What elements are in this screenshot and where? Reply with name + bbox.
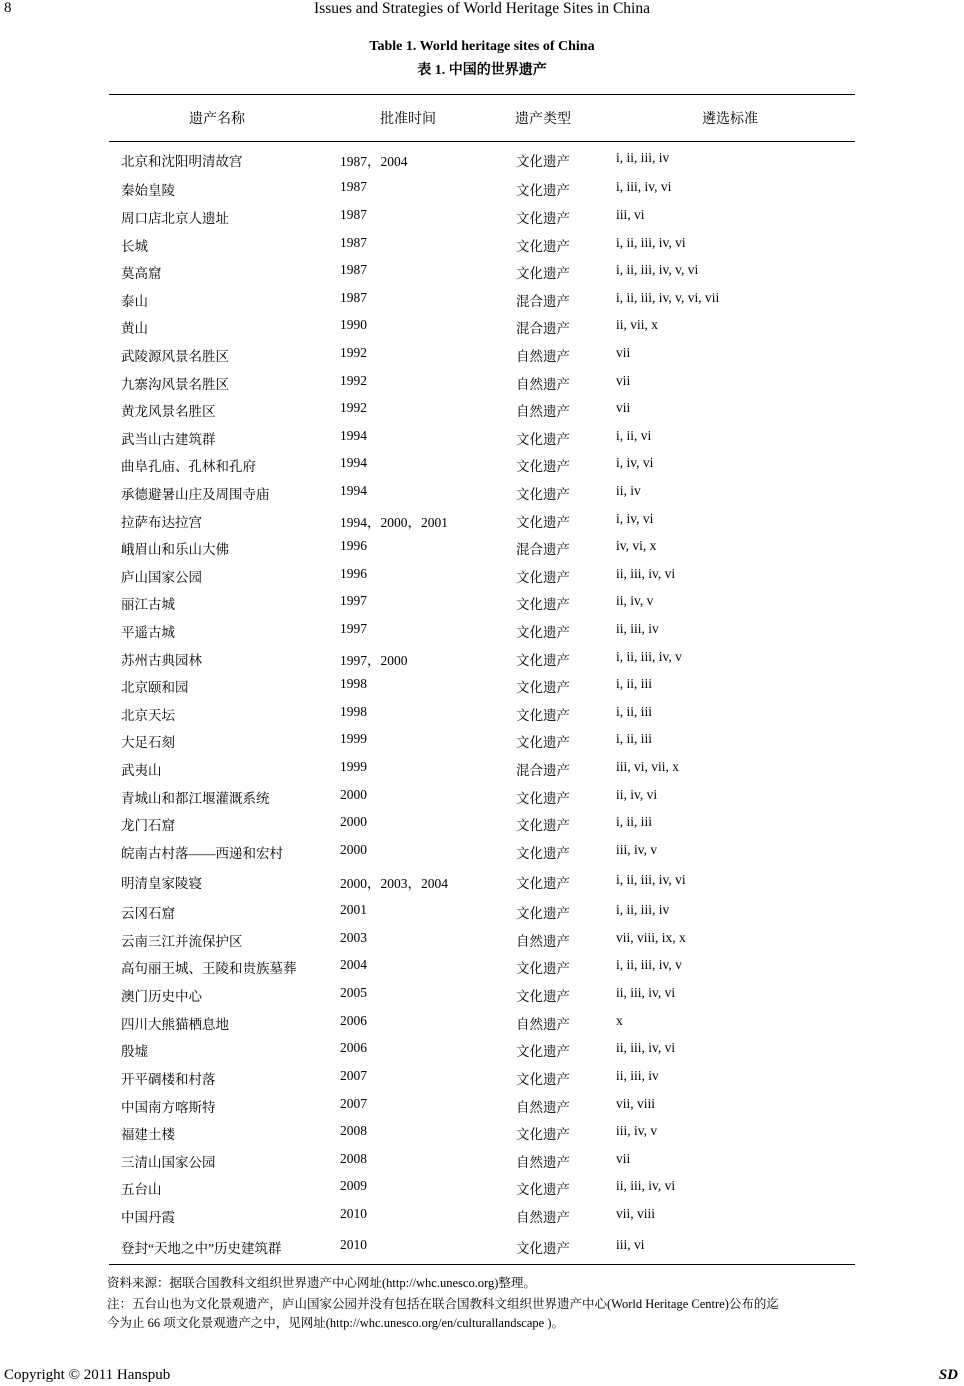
cell-criteria: i, ii, iii, iv	[616, 902, 670, 917]
cell-heritage-type: 文化遗产	[516, 708, 570, 723]
cell-inscription-year: 2004	[340, 957, 367, 972]
cell-criteria: ii, iii, iv, vi	[616, 566, 676, 581]
table-caption-en: Table 1. World heritage sites of China	[369, 39, 595, 54]
table-row	[0, 566, 964, 586]
cell-inscription-year: 2009	[340, 1178, 367, 1193]
cell-heritage-type: 混合遗产	[516, 321, 570, 336]
cell-heritage-type: 混合遗产	[516, 763, 570, 778]
cell-heritage-type: 文化遗产	[516, 239, 570, 254]
cell-site-name: 九寨沟风景名胜区	[121, 377, 229, 392]
cell-site-name: 云南三江并流保护区	[121, 934, 243, 949]
cell-inscription-year: 1992	[340, 373, 367, 388]
table-row	[0, 317, 964, 337]
cell-inscription-year: 2003	[340, 930, 367, 945]
cell-heritage-type: 文化遗产	[516, 459, 570, 474]
cell-site-name: 云冈石窟	[121, 906, 175, 921]
cell-criteria: i, iii, iv, vi	[616, 179, 672, 194]
table-note-line-2: 今为止 66 项文化景观遗产之中，见网址(http://whc.unesco.org/en/culturallandscape )。	[107, 1316, 564, 1330]
cell-site-name: 黄山	[121, 321, 148, 336]
cell-criteria: ii, vii, x	[616, 317, 659, 332]
cell-inscription-year: 1992	[340, 345, 367, 360]
cell-site-name: 庐山国家公园	[121, 570, 202, 585]
cell-heritage-type: 文化遗产	[516, 989, 570, 1004]
cell-inscription-year: 1998	[340, 704, 367, 719]
cell-site-name: 武当山古建筑群	[121, 432, 216, 447]
table-row	[0, 345, 964, 365]
cell-site-name: 峨眉山和乐山大佛	[121, 542, 229, 557]
cell-inscription-year: 1987	[340, 290, 367, 305]
column-header-type: 遗产类型	[515, 112, 571, 127]
table-row	[0, 759, 964, 779]
cell-criteria: i, ii, iii	[616, 731, 653, 746]
cell-criteria: i, ii, iii	[616, 676, 653, 691]
cell-inscription-year: 2007	[340, 1096, 367, 1111]
cell-heritage-type: 文化遗产	[516, 961, 570, 976]
cell-criteria: iv, vi, x	[616, 538, 657, 553]
cell-site-name: 皖南古村落——西递和宏村	[121, 846, 283, 861]
cell-site-name: 福建土楼	[121, 1127, 175, 1142]
column-header-criteria: 遴选标准	[702, 112, 758, 127]
cell-criteria: vii, viii	[616, 1096, 656, 1111]
cell-criteria: ii, iv, v	[616, 593, 654, 608]
table-row	[0, 930, 964, 950]
cell-site-name: 澳门历史中心	[121, 989, 202, 1004]
cell-site-name: 中国南方喀斯特	[121, 1100, 216, 1115]
cell-inscription-year: 1997	[340, 593, 367, 608]
cell-site-name: 北京颐和园	[121, 680, 189, 695]
cell-inscription-year: 1994	[340, 428, 367, 443]
table-top-rule	[109, 94, 855, 95]
cell-criteria: iii, vi, vii, x	[616, 759, 680, 774]
cell-criteria: i, ii, iii, iv, vi	[616, 235, 686, 250]
cell-inscription-year: 1994，2000，2001	[340, 515, 448, 530]
table-row	[0, 179, 964, 199]
cell-criteria: i, ii, vi	[616, 428, 652, 443]
table-row	[0, 731, 964, 751]
cell-criteria: ii, iii, iv	[616, 621, 659, 636]
cell-inscription-year: 1997，2000	[340, 653, 408, 668]
cell-inscription-year: 2000	[340, 787, 367, 802]
cell-heritage-type: 自然遗产	[516, 934, 570, 949]
cell-heritage-type: 文化遗产	[516, 597, 570, 612]
cell-criteria: i, ii, iii	[616, 814, 653, 829]
table-row	[0, 704, 964, 724]
cell-inscription-year: 1992	[340, 400, 367, 415]
cell-inscription-year: 2001	[340, 902, 367, 917]
cell-heritage-type: 文化遗产	[516, 625, 570, 640]
cell-heritage-type: 自然遗产	[516, 1100, 570, 1115]
cell-site-name: 莫高窟	[121, 266, 162, 281]
cell-inscription-year: 1994	[340, 483, 367, 498]
table-row	[0, 1178, 964, 1198]
table-row	[0, 957, 964, 977]
cell-inscription-year: 1998	[340, 676, 367, 691]
cell-criteria: i, ii, iii, iv	[616, 150, 670, 165]
cell-criteria: i, ii, iii	[616, 704, 653, 719]
table-row	[0, 538, 964, 558]
cell-heritage-type: 自然遗产	[516, 404, 570, 419]
journal-abbreviation: SD	[938, 1367, 958, 1383]
cell-site-name: 苏州古典园林	[121, 653, 202, 668]
table-row	[0, 593, 964, 613]
copyright-footer: Copyright © 2011 Hanspub	[4, 1367, 171, 1383]
table-row	[0, 207, 964, 227]
cell-heritage-type: 文化遗产	[516, 1127, 570, 1142]
cell-heritage-type: 文化遗产	[516, 266, 570, 281]
cell-inscription-year: 2006	[340, 1013, 367, 1028]
cell-site-name: 曲阜孔庙、孔林和孔府	[121, 459, 256, 474]
table-row	[0, 842, 964, 862]
cell-inscription-year: 2007	[340, 1068, 367, 1083]
cell-site-name: 四川大熊猫栖息地	[121, 1017, 229, 1032]
cell-heritage-type: 文化遗产	[516, 154, 570, 169]
table-row	[0, 872, 964, 892]
cell-criteria: i, ii, iii, iv, v	[616, 957, 682, 972]
table-source-note: 资料来源：据联合国教科文组织世界遗产中心网址(http://whc.unesco.org)整理。	[107, 1276, 536, 1290]
cell-criteria: vii, viii	[616, 1206, 656, 1221]
cell-criteria: i, ii, iii, iv, v, vi, vii	[616, 290, 720, 305]
cell-site-name: 承德避暑山庄及周围寺庙	[121, 487, 270, 502]
table-row	[0, 621, 964, 641]
table-note-line-1: 注：五台山也为文化景观遗产，庐山国家公园并没有包括在联合国教科文组织世界遗产中心(World Heritage Centre)公布的迄	[107, 1297, 779, 1311]
cell-inscription-year: 1987	[340, 207, 367, 222]
cell-criteria: vii	[616, 345, 631, 360]
cell-criteria: vii	[616, 1151, 631, 1166]
cell-site-name: 殷墟	[121, 1044, 148, 1059]
cell-site-name: 明清皇家陵寝	[121, 876, 202, 891]
cell-criteria: x	[616, 1013, 623, 1028]
table-caption-zh: 表 1. 中国的世界遗产	[417, 63, 547, 78]
cell-site-name: 北京和沈阳明清故宫	[121, 154, 243, 169]
column-header-year: 批准时间	[380, 112, 436, 127]
cell-inscription-year: 1999	[340, 759, 367, 774]
cell-criteria: ii, iv, vi	[616, 787, 658, 802]
table-row	[0, 676, 964, 696]
table-row	[0, 1237, 964, 1257]
table-row	[0, 400, 964, 420]
table-row	[0, 985, 964, 1005]
cell-criteria: iii, iv, v	[616, 1123, 658, 1138]
cell-heritage-type: 文化遗产	[516, 791, 570, 806]
cell-criteria: i, ii, iii, iv, v, vi	[616, 262, 699, 277]
cell-site-name: 武夷山	[121, 763, 162, 778]
cell-inscription-year: 1987，2004	[340, 154, 408, 169]
table-row	[0, 455, 964, 475]
cell-inscription-year: 1996	[340, 566, 367, 581]
cell-heritage-type: 文化遗产	[516, 515, 570, 530]
cell-site-name: 中国丹霞	[121, 1210, 175, 1225]
table-row	[0, 483, 964, 503]
table-row	[0, 150, 964, 170]
cell-inscription-year: 1999	[340, 731, 367, 746]
column-header-name: 遗产名称	[189, 112, 245, 127]
cell-heritage-type: 文化遗产	[516, 1044, 570, 1059]
cell-heritage-type: 文化遗产	[516, 876, 570, 891]
cell-inscription-year: 2000	[340, 842, 367, 857]
cell-heritage-type: 文化遗产	[516, 1072, 570, 1087]
table-row	[0, 1068, 964, 1088]
cell-heritage-type: 自然遗产	[516, 1155, 570, 1170]
table-row	[0, 1013, 964, 1033]
cell-heritage-type: 文化遗产	[516, 211, 570, 226]
cell-heritage-type: 文化遗产	[516, 735, 570, 750]
cell-heritage-type: 文化遗产	[516, 818, 570, 833]
table-row	[0, 511, 964, 531]
cell-heritage-type: 文化遗产	[516, 432, 570, 447]
running-head	[0, 0, 964, 22]
cell-heritage-type: 混合遗产	[516, 542, 570, 557]
cell-heritage-type: 文化遗产	[516, 653, 570, 668]
cell-inscription-year: 2005	[340, 985, 367, 1000]
table-header-rule	[109, 141, 855, 142]
table-row	[0, 1096, 964, 1116]
cell-heritage-type: 文化遗产	[516, 570, 570, 585]
cell-inscription-year: 1996	[340, 538, 367, 553]
cell-inscription-year: 2010	[340, 1237, 367, 1252]
cell-heritage-type: 自然遗产	[516, 1017, 570, 1032]
cell-criteria: i, ii, iii, iv, v	[616, 649, 682, 664]
cell-heritage-type: 文化遗产	[516, 906, 570, 921]
cell-site-name: 大足石刻	[121, 735, 175, 750]
table-row	[0, 290, 964, 310]
cell-site-name: 丽江古城	[121, 597, 175, 612]
cell-heritage-type: 自然遗产	[516, 1210, 570, 1225]
cell-heritage-type: 文化遗产	[516, 487, 570, 502]
cell-criteria: iii, vi	[616, 1237, 645, 1252]
cell-site-name: 开平碉楼和村落	[121, 1072, 216, 1087]
cell-site-name: 龙门石窟	[121, 818, 175, 833]
cell-criteria: iii, iv, v	[616, 842, 658, 857]
table-row	[0, 1206, 964, 1226]
cell-inscription-year: 2008	[340, 1123, 367, 1138]
cell-site-name: 武陵源风景名胜区	[121, 349, 229, 364]
cell-criteria: ii, iv	[616, 483, 641, 498]
cell-inscription-year: 2000，2003，2004	[340, 876, 448, 891]
cell-site-name: 北京天坛	[121, 708, 175, 723]
cell-inscription-year: 1987	[340, 262, 367, 277]
cell-inscription-year: 1994	[340, 455, 367, 470]
cell-criteria: vii	[616, 373, 631, 388]
cell-heritage-type: 文化遗产	[516, 1241, 570, 1256]
table-row	[0, 1123, 964, 1143]
cell-heritage-type: 文化遗产	[516, 846, 570, 861]
cell-site-name: 平遥古城	[121, 625, 175, 640]
cell-criteria: i, ii, iii, iv, vi	[616, 872, 686, 887]
table-row	[0, 235, 964, 255]
cell-inscription-year: 1987	[340, 179, 367, 194]
cell-criteria: vii, viii, ix, x	[616, 930, 686, 945]
cell-criteria: ii, iii, iv	[616, 1068, 659, 1083]
table-row	[0, 787, 964, 807]
table-row	[0, 373, 964, 393]
cell-criteria: ii, iii, iv, vi	[616, 1178, 676, 1193]
cell-criteria: vii	[616, 400, 631, 415]
cell-site-name: 五台山	[121, 1182, 162, 1197]
table-row	[0, 428, 964, 448]
page-number: 8	[4, 0, 12, 16]
table-row	[0, 1151, 964, 1171]
table-row	[0, 814, 964, 834]
table-bottom-rule	[109, 1264, 855, 1265]
table-row	[0, 649, 964, 669]
cell-inscription-year: 2000	[340, 814, 367, 829]
cell-site-name: 登封“天地之中”历史建筑群	[121, 1241, 282, 1256]
cell-heritage-type: 文化遗产	[516, 680, 570, 695]
table-row	[0, 1040, 964, 1060]
cell-criteria: i, iv, vi	[616, 455, 654, 470]
cell-inscription-year: 2006	[340, 1040, 367, 1055]
cell-criteria: iii, vi	[616, 207, 645, 222]
cell-inscription-year: 1997	[340, 621, 367, 636]
table-row	[0, 262, 964, 282]
cell-heritage-type: 文化遗产	[516, 183, 570, 198]
cell-site-name: 周口店北京人遗址	[121, 211, 229, 226]
cell-site-name: 青城山和都江堰灌溉系统	[121, 791, 270, 806]
cell-criteria: i, iv, vi	[616, 511, 654, 526]
cell-criteria: ii, iii, iv, vi	[616, 1040, 676, 1055]
cell-site-name: 高句丽王城、王陵和贵族墓葬	[121, 961, 297, 976]
cell-criteria: ii, iii, iv, vi	[616, 985, 676, 1000]
cell-site-name: 长城	[121, 239, 148, 254]
cell-site-name: 拉萨布达拉宫	[121, 515, 202, 530]
cell-inscription-year: 1990	[340, 317, 367, 332]
cell-site-name: 泰山	[121, 294, 148, 309]
cell-heritage-type: 混合遗产	[516, 294, 570, 309]
cell-site-name: 三清山国家公园	[121, 1155, 216, 1170]
cell-inscription-year: 1987	[340, 235, 367, 250]
cell-heritage-type: 文化遗产	[516, 1182, 570, 1197]
cell-inscription-year: 2008	[340, 1151, 367, 1166]
cell-inscription-year: 2010	[340, 1206, 367, 1221]
cell-heritage-type: 自然遗产	[516, 349, 570, 364]
running-title: Issues and Strategies of World Heritage Sites in China	[314, 0, 650, 17]
cell-site-name: 秦始皇陵	[121, 183, 175, 198]
table-row	[0, 902, 964, 922]
cell-site-name: 黄龙风景名胜区	[121, 404, 216, 419]
cell-heritage-type: 自然遗产	[516, 377, 570, 392]
